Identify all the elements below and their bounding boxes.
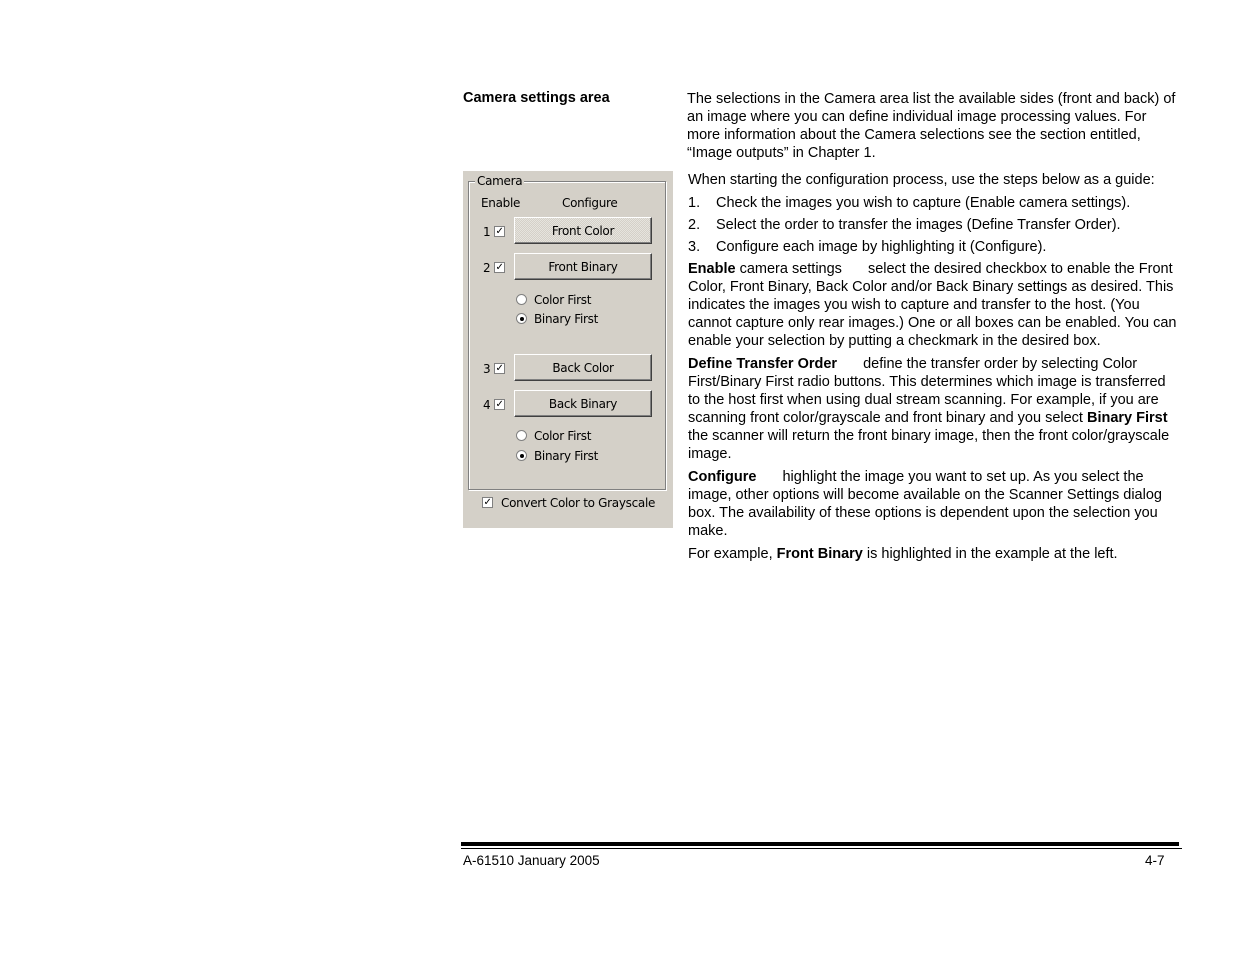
configure-term: Configure xyxy=(688,469,757,485)
row-number-3: 3 xyxy=(483,362,491,376)
enable-paragraph xyxy=(688,260,1178,350)
list-item xyxy=(688,216,1178,234)
front-color-first-radio[interactable] xyxy=(516,294,527,305)
camera-settings-panel xyxy=(463,171,673,528)
transfer-description-end: the scanner will return the front binary image, then the front color/grayscale image. xyxy=(688,428,1170,462)
front-binary-first-radio[interactable] xyxy=(516,313,527,324)
back-color-button[interactable]: Back Color xyxy=(514,354,652,381)
example-suffix: is highlighted in the example at the left. xyxy=(862,546,1118,562)
transfer-paragraph xyxy=(688,355,1178,463)
body-text xyxy=(688,171,1178,568)
footer-doc-id: A-61510 January 2005 xyxy=(463,853,600,868)
guide-paragraph: When starting the configuration process, use the steps below as a guide: xyxy=(688,172,1155,188)
enable-back-binary-checkbox[interactable] xyxy=(494,399,505,410)
row-number-2: 2 xyxy=(483,261,491,275)
back-color-first-label: Color First xyxy=(534,429,592,443)
enable-back-color-checkbox[interactable] xyxy=(494,363,505,374)
checkmark-icon: ✓ xyxy=(495,261,504,273)
enable-front-color-checkbox[interactable] xyxy=(494,226,505,237)
row-number-4: 4 xyxy=(483,398,491,412)
configure-paragraph xyxy=(688,468,1178,540)
back-binary-first-label: Binary First xyxy=(534,449,599,463)
enable-front-binary-checkbox[interactable] xyxy=(494,262,505,273)
footer-rule-thick xyxy=(461,842,1179,846)
enable-term: Enable xyxy=(688,261,736,277)
front-binary-button[interactable]: Front Binary xyxy=(514,253,652,280)
convert-grayscale-label: Convert Color to Grayscale xyxy=(501,496,656,510)
steps-list xyxy=(688,194,1178,256)
step-text: Configure each image by highlighting it (Configure). xyxy=(716,239,1047,255)
front-color-first-label: Color First xyxy=(534,293,592,307)
transfer-term: Define Transfer Order xyxy=(688,356,838,372)
transfer-description: define the transfer order by selecting Color First/Binary First radio buttons. This determines which image is transferred to the host first when using dual stream scanning. For example, if you are scanning front color/grayscale and front binary and you select xyxy=(688,356,1166,426)
enable-column-header: Enable xyxy=(481,196,521,210)
front-color-button[interactable]: Front Color xyxy=(514,217,652,244)
checkmark-icon: ✓ xyxy=(495,362,504,374)
back-color-first-radio[interactable] xyxy=(516,430,527,441)
checkmark-icon: ✓ xyxy=(483,496,492,508)
enable-description: select the desired checkbox to enable the Front Color, Front Binary, Back Color and/or Back Binary settings as desired. This indicates the images you wish to capture and transfer to the host. (You cannot capture only rear images.) One or all boxes can be enabled. You can enable your selection by putting a checkmark in the desired box. xyxy=(688,261,1177,349)
configure-column-header: Configure xyxy=(562,196,618,210)
back-binary-button[interactable]: Back Binary xyxy=(514,390,652,417)
camera-group-title: Camera xyxy=(477,174,523,188)
step-number: 2. xyxy=(688,217,701,233)
front-binary-term: Front Binary xyxy=(776,546,863,562)
list-item xyxy=(688,238,1178,256)
checkmark-icon: ✓ xyxy=(495,398,504,410)
footer-rule-thin xyxy=(461,848,1182,849)
example-paragraph xyxy=(688,545,1178,563)
section-intro: The selections in the Camera area list the available sides (front and back) of an image where you can define individual image processing values. For more information about the Camera selections see the section entitled, “Image outputs” in Chapter 1. xyxy=(687,91,1176,161)
list-item xyxy=(688,194,1178,212)
binary-first-term: Binary First xyxy=(1086,410,1168,426)
section-heading: Camera settings area xyxy=(463,90,610,106)
enable-term-suffix: camera settings xyxy=(735,261,842,277)
checkmark-icon: ✓ xyxy=(495,225,504,237)
step-text: Select the order to transfer the images (Define Transfer Order). xyxy=(716,217,1121,233)
front-binary-first-label: Binary First xyxy=(534,312,599,326)
back-binary-first-radio[interactable] xyxy=(516,450,527,461)
step-number: 1. xyxy=(688,195,701,211)
step-number: 3. xyxy=(688,239,701,255)
example-prefix: For example, xyxy=(688,546,777,562)
convert-grayscale-checkbox[interactable] xyxy=(482,497,493,508)
configure-description: highlight the image you want to set up. As you select the image, other options will become available on the Scanner Settings dialog box. The availability of these options is dependent upon the selection you make. xyxy=(688,469,1162,539)
row-number-1: 1 xyxy=(483,225,491,239)
step-text: Check the images you wish to capture (Enable camera settings). xyxy=(716,195,1131,211)
footer-page-number: 4-7 xyxy=(1145,853,1165,868)
